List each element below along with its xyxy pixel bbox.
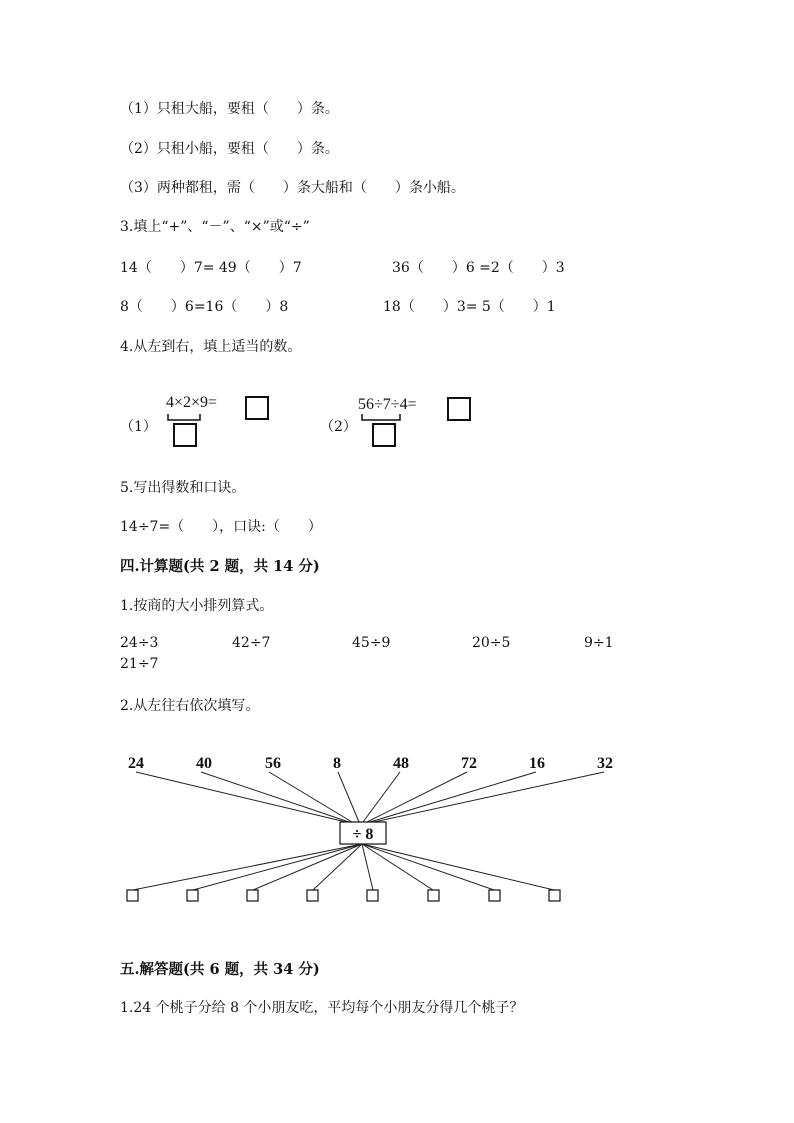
connector-line <box>362 844 433 890</box>
expression-item: 45÷9 <box>352 635 391 651</box>
q4-expression-2-text: 56÷7÷4= <box>358 396 417 413</box>
dividend-number: 24 <box>128 755 144 772</box>
section-4-heading: 四.计算题(共 2 题，共 14 分) <box>120 558 320 575</box>
answer-box[interactable] <box>247 890 258 901</box>
connector-line <box>269 772 352 822</box>
dividend-number: 8 <box>333 755 341 772</box>
connector-line <box>362 844 554 890</box>
connector-line <box>193 844 362 890</box>
answer-box[interactable] <box>428 890 439 901</box>
expression-item: 24÷3 <box>120 635 159 651</box>
connector-line <box>362 844 373 890</box>
operator-label: ÷ 8 <box>352 826 374 843</box>
section-5-q1: 1.24 个桃子分给 8 个小朋友吃，平均每个小朋友分得几个桃子？ <box>120 1000 524 1016</box>
expression-item: 21÷7 <box>120 656 159 672</box>
q5-line: 14÷7=（ ），口诀:（ ） <box>120 519 322 535</box>
connector-line <box>374 772 604 822</box>
q4-expression-1-text: 4×2×9= <box>166 394 218 411</box>
connector-line <box>362 844 494 890</box>
answer-box[interactable] <box>307 890 318 901</box>
q5-title: 5.写出得数和口诀。 <box>120 480 246 496</box>
dividend-number: 40 <box>196 755 212 772</box>
sub-question-2: （2）只租小船，要租（ ）条。 <box>120 141 339 157</box>
q3-row1-left: 14（ ）7= 49（ ）7 <box>120 260 302 276</box>
q3-row2-right: 18（ ）3= 5（ ）1 <box>383 299 556 315</box>
expression-item: 42÷7 <box>232 635 271 651</box>
answer-box[interactable] <box>489 890 500 901</box>
answer-box[interactable] <box>367 890 378 901</box>
q3-title: 3.填上“+”、“－”、“×”或“÷” <box>120 219 310 235</box>
connector-line <box>201 772 349 822</box>
connector-line <box>133 844 362 890</box>
sub-question-3: （3）两种都租，需（ ）条大船和（ ）条小船。 <box>120 180 465 196</box>
q4-title: 4.从左到右，填上适当的数。 <box>120 339 302 355</box>
answer-box[interactable] <box>549 890 560 901</box>
answer-box[interactable] <box>127 890 138 901</box>
connector-line <box>338 772 359 822</box>
q3-row1-right: 36（ ）6 =2（ ）3 <box>392 260 565 276</box>
expression-item: 20÷5 <box>472 635 511 651</box>
q4-label-2: （2） <box>320 419 357 435</box>
dividend-number: 48 <box>393 755 409 772</box>
dividend-number: 72 <box>461 755 477 772</box>
q3-row2-left: 8（ ）6=16（ ）8 <box>120 299 289 315</box>
dividend-number: 56 <box>265 755 281 772</box>
answer-box[interactable] <box>187 890 198 901</box>
expression-item: 9÷1 <box>584 635 614 651</box>
q4-label-1: （1） <box>120 419 157 435</box>
section-4-q2-title: 2.从左往右依次填写。 <box>120 698 260 714</box>
connector-line <box>253 844 362 890</box>
section-5-heading: 五.解答题(共 6 题，共 34 分) <box>120 961 320 978</box>
section-4-q1-title: 1.按商的大小排列算式。 <box>120 598 274 614</box>
sub-question-1: （1）只租大船，要租（ ）条。 <box>120 101 339 117</box>
dividend-number: 16 <box>529 755 545 772</box>
connector-line <box>136 772 346 822</box>
dividend-number: 32 <box>597 755 613 772</box>
